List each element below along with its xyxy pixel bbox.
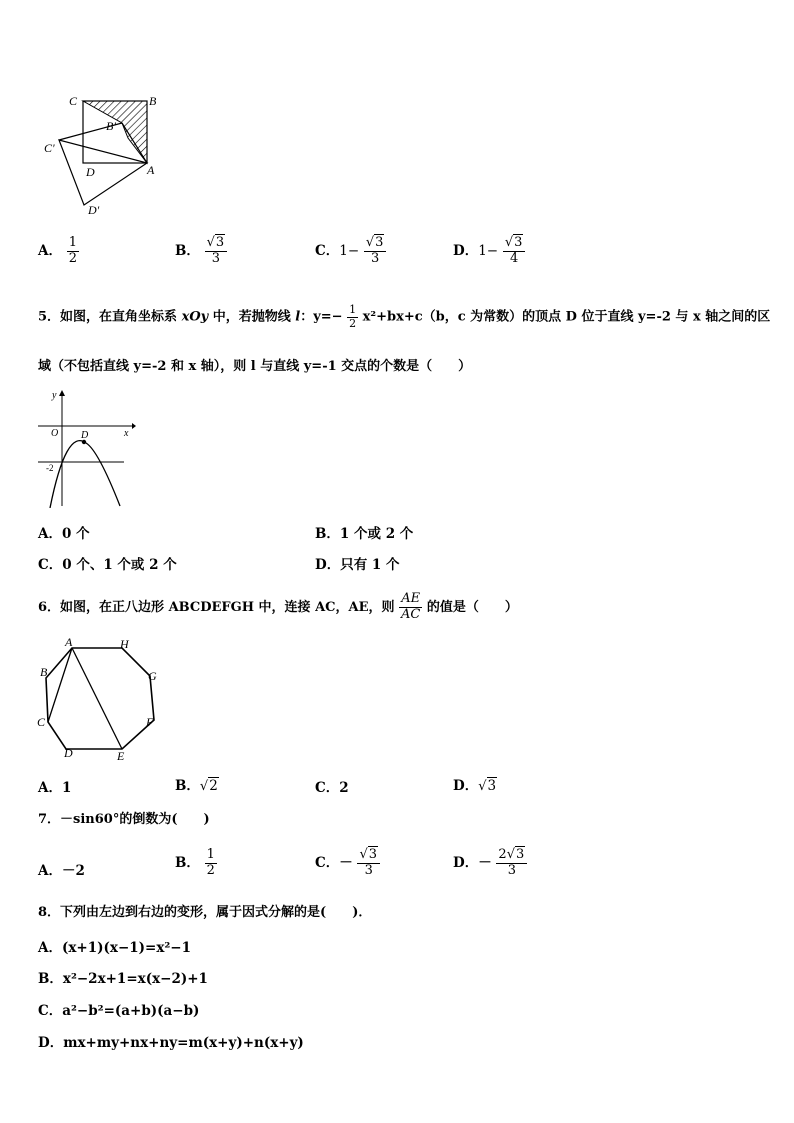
rotated-square-figure (40, 90, 170, 220)
q6-option-c: C．2 (315, 780, 349, 796)
label-B-prime: B' (106, 119, 116, 133)
q5-stem-line2: 域（不包括直线 y=-2 和 x 轴），则 l 与直线 y=-1 交点的个数是（ ） (38, 359, 472, 374)
label-A: A (147, 163, 155, 177)
q6-option-d: D．√3 (453, 778, 497, 794)
octagon-figure (34, 636, 164, 764)
q4-option-b: B． $\frac{√3}{3}$ (175, 236, 227, 267)
q6-option-a: A．1 (38, 780, 72, 796)
label-D: D (86, 165, 95, 179)
octagon-label-C: C (37, 715, 46, 729)
parabola-graph (36, 388, 136, 508)
label-C-prime: C' (44, 141, 55, 155)
q5-option-c: C．0 个、1 个或 2 个 (38, 557, 177, 573)
axis-label-x: x (124, 428, 129, 439)
octagon-label-E: E (117, 749, 125, 763)
q7-option-a: A．－2 (38, 863, 85, 879)
q8-option-c: C．a²−b²=(a+b)(a−b) (38, 1003, 200, 1019)
q5-option-d: D．只有 1 个 (315, 557, 400, 573)
octagon-label-D: D (64, 746, 73, 760)
q7-option-c: C．－ $\frac{√3}{3}$ (315, 848, 380, 879)
q8-option-a: A．(x+1)(x−1)=x²−1 (38, 940, 192, 956)
q7-option-d: D．－ $\frac{2√3}{3}$ (453, 848, 527, 879)
q6-stem: 6．如图，在正八边形 ABCDEFGH 中，连接 AC，AE，则 $\frac{AE}{AC}$ 的值是（ ） (38, 591, 518, 622)
octagon-label-B: B (40, 665, 48, 679)
axis-label-y: y (52, 390, 57, 401)
q4-option-d: D．1− $\frac{√3}{4}$ (453, 236, 525, 267)
label-B: B (149, 94, 157, 108)
q5-option-a: A．0 个 (38, 526, 90, 542)
q8-option-b: B．x²−2x+1=x(x−2)+1 (38, 971, 208, 987)
octagon-label-H: H (120, 637, 129, 651)
label-D-prime: D' (88, 203, 100, 217)
q8-stem: 8．下列由左边到右边的变形，属于因式分解的是( )． (38, 905, 372, 920)
octagon-label-G: G (148, 669, 157, 683)
q8-option-d: D．mx+my+nx+ny=m(x+y)+n(x+y) (38, 1035, 304, 1051)
q4-option-c: C．1− $\frac{√3}{3}$ (315, 236, 386, 267)
q4-option-a: A． $\frac{1}{2}$ (38, 235, 77, 266)
tick-label-minus2: -2 (46, 463, 54, 473)
q7-option-b: B． $\frac{1}{2}$ (175, 847, 215, 878)
q6-option-b: B．√2 (175, 778, 218, 794)
octagon-label-A: A (65, 636, 73, 649)
octagon-label-F: F (146, 715, 154, 729)
q5-stem-line1: 5．如图，在直角坐标系 xOy 中，若抛物线 l：y=− $\frac{1}{2}$ x²+bx+c（b，c 为常数）的顶点 D 位于直线 y=-2 与 x 轴之间的区 (38, 303, 771, 330)
q7-stem: 7．－sin60°的倒数为( ) (38, 812, 210, 827)
q5-option-b: B．1 个或 2 个 (315, 526, 414, 542)
vertex-label-D: D (81, 430, 89, 441)
label-C: C (69, 94, 78, 108)
origin-label: O (51, 428, 59, 439)
